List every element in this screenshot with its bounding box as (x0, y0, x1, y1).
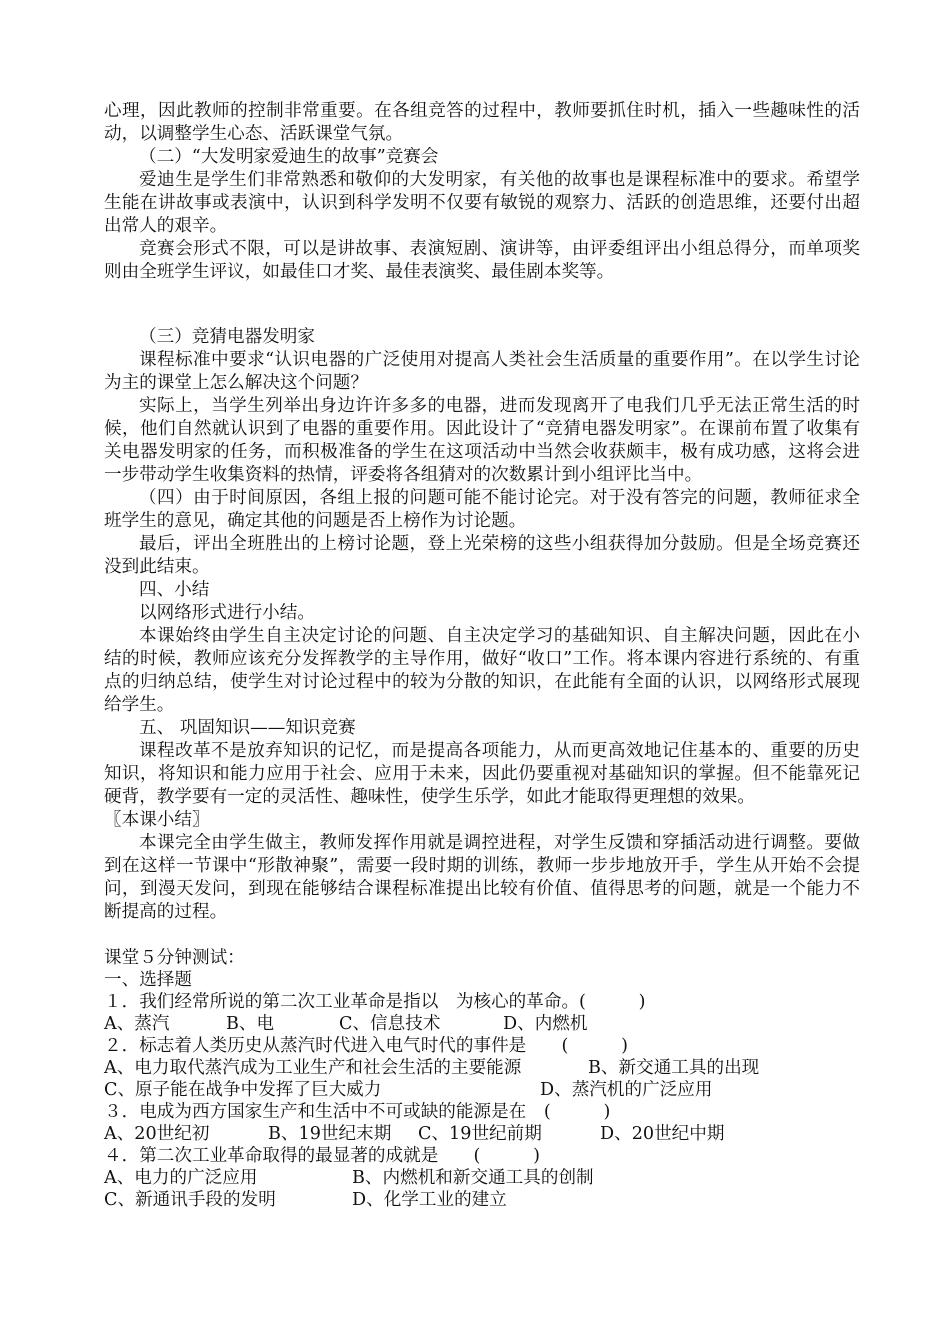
option-c: C、新通讯手段的发明 (104, 1190, 276, 1210)
question-4-stem: ４．第二次工业革命取得的最显著的成就是 ( ) (104, 1146, 540, 1166)
document-page (104, 100, 860, 1211)
option-a: A、电力的广泛应用 (104, 1168, 258, 1188)
paragraph-network-summary: 以网络形式进行小结。 (139, 603, 315, 623)
option-d: D、化学工业的建立 (352, 1190, 507, 1210)
option-c: C、原子能在战争中发挥了巨大威力 (104, 1080, 382, 1100)
option-d: D、20世纪中期 (600, 1124, 725, 1144)
question-2-options-cd (104, 1079, 860, 1101)
question-2-stem: ２．标志着人类历史从蒸汽时代进入电气时代的事件是 ( ) (104, 1036, 628, 1056)
paragraph-time-limit: （四）由于时间原因，各组上报的问题可能不能讨论完。对于没有答完的问题，教师征求全班学生的意见，确定其他的问题是否上榜作为讨论题。 (104, 488, 860, 531)
option-d: D、内燃机 (503, 1014, 588, 1034)
quiz-section-heading: 一、选择题 (104, 970, 192, 990)
question-2-options-ab (104, 1057, 860, 1079)
heading-guess-inventor: （三）竞猜电器发明家 (139, 327, 315, 347)
option-d: D、蒸汽机的广泛应用 (540, 1080, 713, 1100)
paragraph-edison: 爱迪生是学生们非常熟悉和敬仰的大发明家，有关他的故事也是课程标准中的要求。希望学生能在讲故事或表演中，认识到科学发明不仅要有敏锐的观察力、活跃的创造思维，还要付出超出常人的艰辛。 (104, 170, 860, 236)
option-c: C、19世纪前期 (418, 1124, 542, 1144)
heading-knowledge-contest: 五、 巩固知识——知识竞赛 (139, 718, 356, 738)
heading-lesson-summary: 〖本课小结〗 (104, 810, 210, 830)
paragraph-summary-detail: 本课始终由学生自主决定讨论的问题、自主决定学习的基础知识、自主解决问题，因此在小结的时候，教师应该充分发挥教学的主导作用，做好“收口”工作。将本课内容进行系统的、有重点的归纳总结，使学生对讨论过程中的较为分散的知识，在此能有全面的认识，以网络形式展现给学生。 (104, 626, 860, 715)
paragraph-curriculum-requirement: 课程标准中要求“认识电器的广泛使用对提高人类社会生活质量的重要作用”。在以学生讨论为主的课堂上怎么解决这个问题？ (104, 350, 860, 393)
option-a: A、蒸汽 (104, 1014, 170, 1034)
quiz-title: 课堂５分钟测试： (104, 948, 245, 968)
option-c: C、信息技术 (339, 1014, 441, 1034)
paragraph-contest-format: 竞赛会形式不限，可以是讲故事、表演短剧、演讲等，由评委组评出小组总得分，而单项奖则由全班学生评议，如最佳口才奖、最佳表演奖、最佳剧本奖等。 (104, 239, 860, 282)
heading-edison-contest: （二）“大发明家爱迪生的故事”竞赛会 (139, 147, 439, 167)
paragraph-final-ranking: 最后，评出全班胜出的上榜讨论题，登上光荣榜的这些小组获得加分鼓励。但是全场竞赛还没到此结束。 (104, 534, 860, 577)
question-4-options-ab (104, 1167, 860, 1189)
question-1-stem: １．我们经常所说的第二次工业革命是指以 为核心的革命。( ) (104, 992, 646, 1012)
option-b: B、新交通工具的出现 (588, 1058, 760, 1078)
paragraph-appliances: 实际上，当学生列举出身边许许多多的电器，进而发现离开了电我们几乎无法正常生活的时候，他们自然就认识到了电器的重要作用。因此设计了“竞猜电器发明家”。在课前布置了收集有关电器发明家的任务，而积极准备的学生在这项活动中当然会收获颇丰，极有成功感，这将会进一步带动学生收集资料的热情，评委将各组猜对的次数累计到小组评比当中。 (104, 396, 860, 485)
option-b: B、内燃机和新交通工具的创制 (352, 1168, 594, 1188)
paragraph-reform: 课程改革不是放弃知识的记忆，而是提高各项能力，从而更高效地记住基本的、重要的历史知识，将知识和能力应用于社会、应用于未来，因此仍要重视对基础知识的掌握。但不能靠死记硬背，教学要有一定的灵活性、趣味性，使学生乐学，如此才能取得更理想的效果。 (104, 741, 860, 807)
option-b: B、电 (226, 1014, 275, 1034)
question-3-stem: ３．电成为西方国家生产和生活中不可或缺的能源是在 ( ) (104, 1102, 611, 1122)
option-a: A、20世纪初 (104, 1124, 210, 1144)
question-4-options-cd (104, 1189, 860, 1211)
paragraph-control: 心理，因此教师的控制非常重要。在各组竞答的过程中，教师要抓住时机，插入一些趣味性的活动，以调整学生心态、活跃课堂气氛。 (104, 101, 860, 144)
paragraph-lesson-summary: 本课完全由学生做主，教师发挥作用就是调控进程，对学生反馈和穿插活动进行调整。要做到在这样一节课中“形散神聚”，需要一段时期的训练，教师一步步地放开手，学生从开始不会提问，到漫天发问，到现在能够结合课程标准提出比较有价值、值得思考的问题，就是一个能力不断提高的过程。 (104, 833, 860, 922)
heading-summary-section: 四、小结 (139, 580, 210, 600)
question-1-options (104, 1013, 860, 1035)
question-3-options (104, 1123, 860, 1145)
option-b: B、19世纪末期 (268, 1124, 392, 1144)
option-a: A、电力取代蒸汽成为工业生产和社会生活的主要能源 (104, 1058, 522, 1078)
